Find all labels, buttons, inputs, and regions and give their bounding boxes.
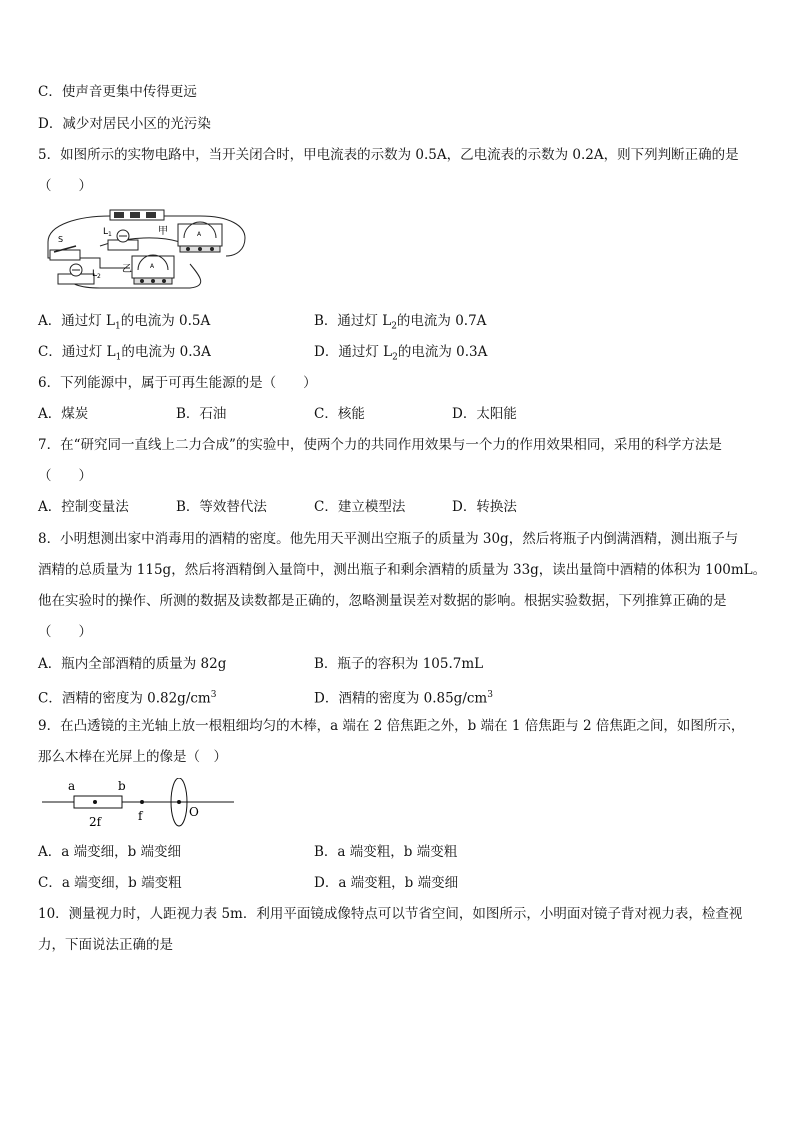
q5-option-c: C．通过灯 $L_1$的电流为 0.3A <box>38 344 211 363</box>
circuit-diagram <box>40 206 250 292</box>
q9-option-a: A．a 端变细，b 端变细 <box>38 844 182 860</box>
lamp-l1-icon <box>108 230 138 250</box>
q9-option-b: B．a 端变粗，b 端变粗 <box>314 844 458 860</box>
q9-option-c: C．a 端变细，b 端变粗 <box>38 875 182 891</box>
q5-stem-line2: （ ） <box>38 178 92 194</box>
lamp-l2-icon <box>58 264 94 284</box>
q4-option-d: D．减少对居民小区的光污染 <box>38 116 211 132</box>
q8-option-a: A．瓶内全部酒精的质量为 82g <box>38 656 227 672</box>
battery-icon <box>110 210 164 220</box>
f-point <box>140 800 144 804</box>
q7-stem-line1: 7．在“研究同一直线上二力合成”的实验中，使两个力的共同作用效果与一个力的作用效果相同，采用的科学方法是 <box>38 437 722 453</box>
switch-icon <box>50 246 80 260</box>
q7-option-a: A．控制变量法 <box>38 499 129 515</box>
q5-option-b: B．通过灯 $L_2$的电流为 0.7A <box>314 313 487 332</box>
label-2f: 2f <box>89 815 102 829</box>
lens-diagram <box>40 778 240 834</box>
label-f: f <box>138 809 143 823</box>
ammeter-jia-a: A <box>197 231 202 238</box>
optical-center <box>177 800 181 804</box>
q6-option-c: C．核能 <box>314 406 365 422</box>
q7-stem-line2: （ ） <box>38 468 92 484</box>
q8-stem-line4: （ ） <box>38 624 92 640</box>
lamp-l2-label: $L_2$ <box>92 269 101 280</box>
ammeter-yi-a: A <box>150 263 155 270</box>
q7-option-b: B．等效替代法 <box>176 499 267 515</box>
q9-option-d: D．a 端变粗，b 端变细 <box>314 875 459 891</box>
q4-option-c: C．使声音更集中传得更远 <box>38 84 197 100</box>
q6-stem: 6．下列能源中，属于可再生能源的是（ ） <box>38 375 317 391</box>
switch-label: S <box>58 235 64 244</box>
q9-stem-line1: 9．在凸透镜的主光轴上放一根粗细均匀的木棒，a 端在 2 倍焦距之外，b 端在 1 倍焦距与 2 倍焦距之间，如图所示， <box>38 718 745 734</box>
label-o: O <box>189 805 199 819</box>
q8-option-d: D．酒精的密度为 $0.85g/cm^3$ <box>314 690 493 707</box>
lamp-l1-label: $L_1$ <box>103 227 112 238</box>
q7-option-d: D．转换法 <box>452 499 517 515</box>
q8-option-b: B．瓶子的容积为 105.7mL <box>314 656 484 672</box>
label-b: b <box>118 779 126 793</box>
q7-option-c: C．建立模型法 <box>314 499 406 515</box>
label-a: a <box>68 779 76 793</box>
q8-option-c: C．酒精的密度为 $0.82g/cm^3$ <box>38 690 217 707</box>
q8-stem-line1: 8．小明想测出家中消毒用的酒精的密度。他先用天平测出空瓶子的质量为 30g，然后将瓶子内倒满酒精，测出瓶子与 <box>38 531 739 547</box>
q6-option-d: D．太阳能 <box>452 406 517 422</box>
q10-stem-line2: 力，下面说法正确的是 <box>38 937 173 953</box>
q6-option-b: B．石油 <box>176 406 227 422</box>
q9-stem-line2: 那么木棒在光屏上的像是（ ） <box>38 749 227 765</box>
two-f-point <box>93 800 97 804</box>
q6-option-a: A．煤炭 <box>38 406 89 422</box>
q5-option-a: A．通过灯 $L_1$的电流为 0.5A <box>38 313 211 332</box>
q10-stem-line1: 10．测量视力时，人距视力表 5m．利用平面镜成像特点可以节省空间，如图所示，小明面对镜子背对视力表，检查视 <box>38 906 743 922</box>
q5-stem-line1: 5．如图所示的实物电路中，当开关闭合时，甲电流表的示数为 0.5A，乙电流表的示数为 0.2A，则下列判断正确的是 <box>38 147 739 163</box>
q8-stem-line2: 酒精的总质量为 115g，然后将酒精倒入量筒中，测出瓶子和剩余酒精的质量为 33g，读出量筒中酒精的体积为 100mL。 <box>38 562 767 578</box>
q5-option-d: D．通过灯 $L_2$的电流为 0.3A <box>314 344 488 363</box>
ammeter-jia-label: 甲 <box>158 226 168 237</box>
wooden-rod <box>74 796 122 808</box>
q8-stem-line3: 他在实验时的操作、所测的数据及读数都是正确的，忽略测量误差对数据的影响。根据实验数据，下列推算正确的是 <box>38 593 727 609</box>
ammeter-yi-label: 乙 <box>122 264 132 275</box>
